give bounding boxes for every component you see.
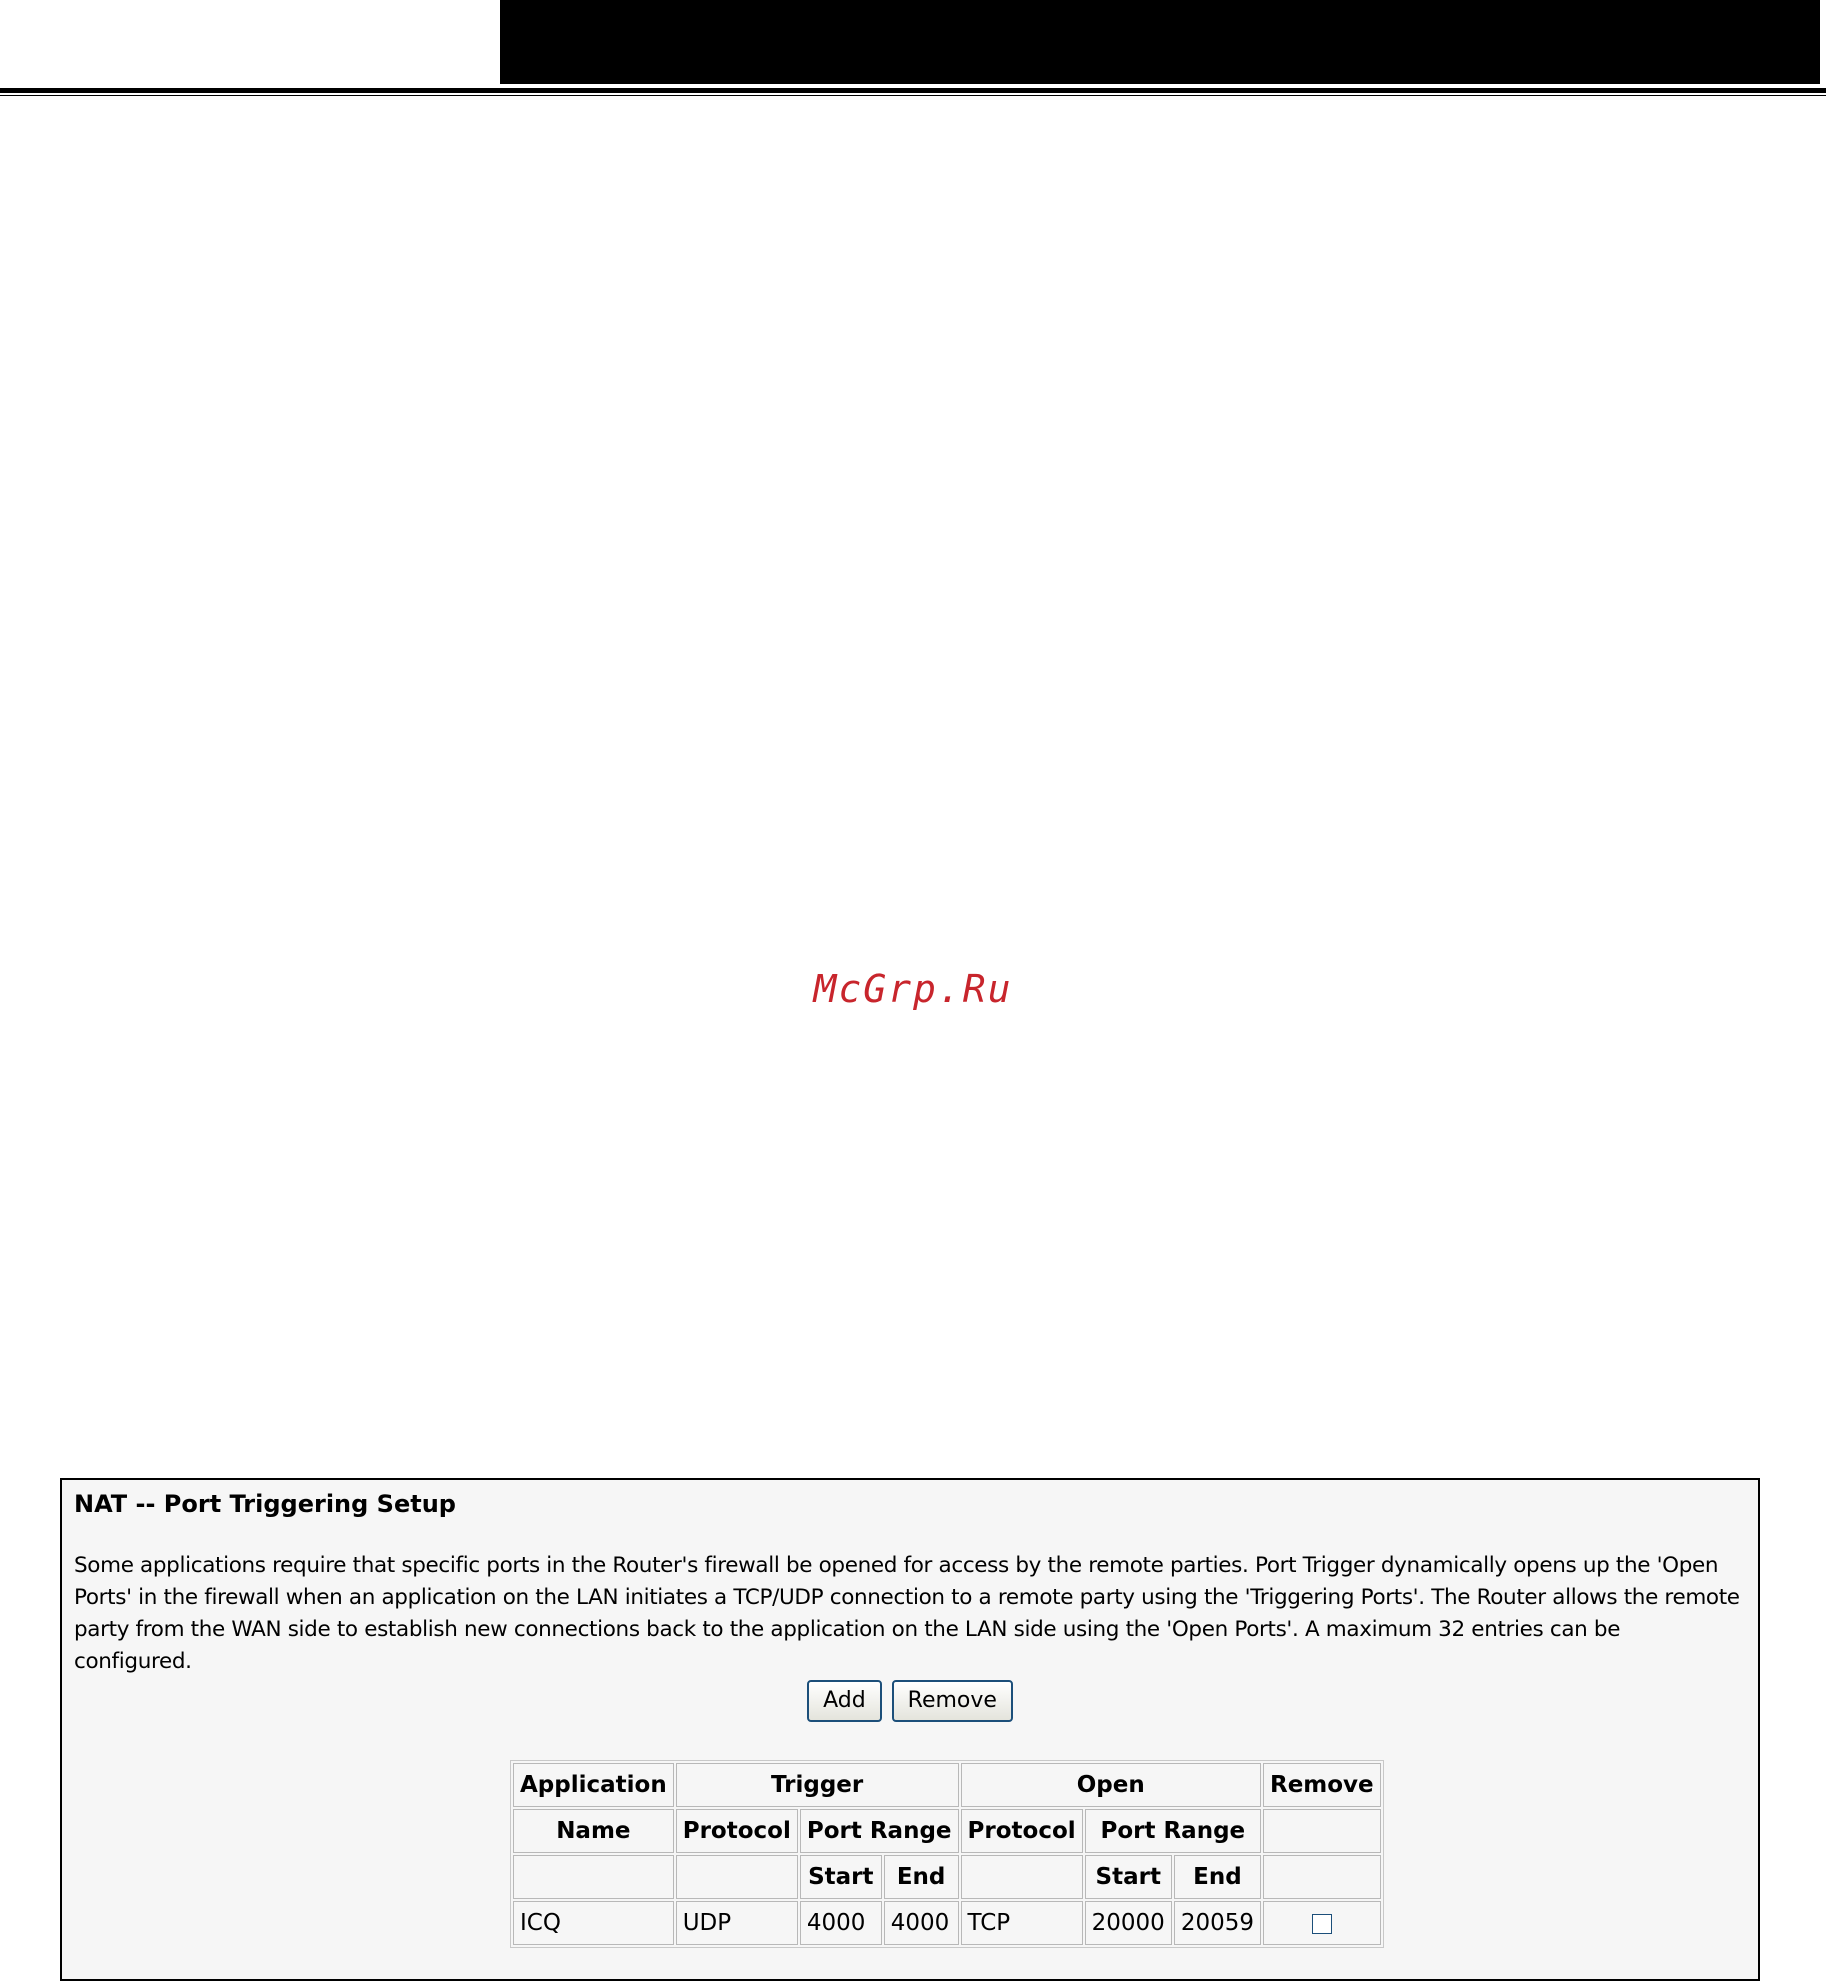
table-header-row bbox=[513, 1763, 1381, 1807]
header-trigger: Trigger bbox=[676, 1763, 959, 1807]
cell-open-start: 20000 bbox=[1085, 1901, 1172, 1945]
header-name: Name bbox=[513, 1809, 674, 1853]
header-trigger-start: Start bbox=[800, 1855, 882, 1899]
header-empty bbox=[1263, 1809, 1381, 1853]
add-button[interactable]: Add bbox=[807, 1680, 882, 1722]
header-empty bbox=[1263, 1855, 1381, 1899]
header-empty bbox=[513, 1855, 674, 1899]
page-description: Some applications require that specific ports in the Router's firewall be opened for access by the remote parties. Port Trigger dynamically opens up the 'Open Ports' in the firewall when an application on the LAN initiates a TCP/UDP connection to a remote party using the 'Triggering Ports'. The Router allows the remote party from the WAN side to establish new connections back to the application on the LAN side using the 'Open Ports'. A maximum 32 entries can be configured. bbox=[74, 1553, 1740, 1674]
header-rule-thin bbox=[0, 95, 1826, 96]
header-rule bbox=[0, 88, 1826, 93]
cell-remove bbox=[1263, 1901, 1381, 1945]
header-trigger-protocol: Protocol bbox=[676, 1809, 798, 1853]
table-row bbox=[513, 1901, 1381, 1945]
header-trigger-end: End bbox=[884, 1855, 959, 1899]
cell-application-name: ICQ bbox=[513, 1901, 674, 1945]
table-header-row bbox=[513, 1809, 1381, 1853]
remove-checkbox[interactable] bbox=[1312, 1914, 1332, 1934]
table-header-row bbox=[513, 1855, 1381, 1899]
page-title: NAT -- Port Triggering Setup bbox=[74, 1490, 456, 1518]
header-trigger-port-range: Port Range bbox=[800, 1809, 959, 1853]
header-empty bbox=[961, 1855, 1083, 1899]
header-open-protocol: Protocol bbox=[961, 1809, 1083, 1853]
header-open: Open bbox=[961, 1763, 1261, 1807]
port-triggering-panel bbox=[60, 1478, 1760, 1981]
header-open-start: Start bbox=[1085, 1855, 1172, 1899]
port-trigger-table bbox=[510, 1760, 1384, 1948]
remove-button[interactable]: Remove bbox=[892, 1680, 1013, 1722]
cell-trigger-start: 4000 bbox=[800, 1901, 882, 1945]
header-empty bbox=[676, 1855, 798, 1899]
cell-open-protocol: TCP bbox=[961, 1901, 1083, 1945]
header-bar bbox=[500, 0, 1820, 84]
header-open-end: End bbox=[1174, 1855, 1261, 1899]
cell-trigger-protocol: UDP bbox=[676, 1901, 798, 1945]
cell-open-end: 20059 bbox=[1174, 1901, 1261, 1945]
watermark: McGrp.Ru bbox=[813, 967, 1013, 1011]
header-open-port-range: Port Range bbox=[1085, 1809, 1261, 1853]
cell-trigger-end: 4000 bbox=[884, 1901, 959, 1945]
header-remove: Remove bbox=[1263, 1763, 1381, 1807]
header-application: Application bbox=[513, 1763, 674, 1807]
button-row bbox=[62, 1680, 1758, 1722]
